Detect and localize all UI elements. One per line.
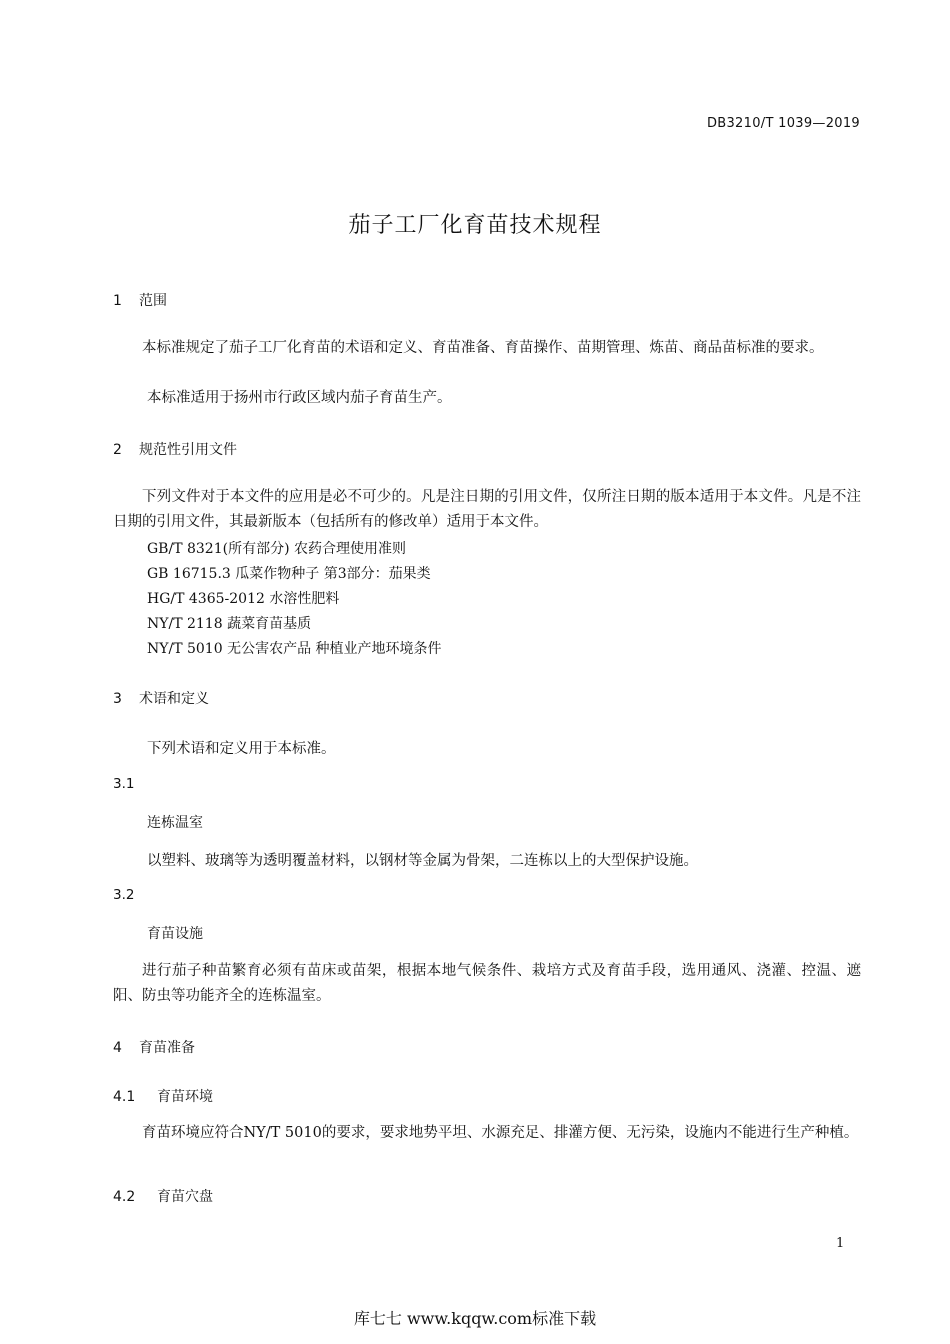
watermark-footer: 库七七 www.kqqw.com标准下载 — [353, 1309, 597, 1328]
term-definition: 以塑料、玻璃等为透明覆盖材料，以钢材等金属为骨架，二连栋以上的大型保护设施。 — [147, 853, 698, 869]
reference-item: GB 16715.3 瓜菜作物种子 第3部分：茄果类 — [147, 566, 431, 582]
section-title: 育苗准备 — [139, 1040, 195, 1056]
section-number: 2 — [113, 442, 122, 458]
document-code: DB3210/T 1039—2019 — [706, 116, 860, 131]
reference-item: GB/T 8321(所有部分) 农药合理使用准则 — [147, 541, 406, 557]
section-1-paragraph-2: 本标准适用于扬州市行政区域内茄子育苗生产。 — [147, 390, 452, 406]
term-definition: 进行茄子种苗繁育必须有苗床或苗架，根据本地气候条件、栽培方式及育苗手段，选用通风、浇灌、控温、遮阳、防虫等功能齐全的连栋温室。 — [113, 963, 861, 1004]
section-3-paragraph-1: 下列术语和定义用于本标准。 — [147, 741, 336, 757]
section-title: 规范性引用文件 — [139, 442, 237, 458]
document-title: 茄子工厂化育苗技术规程 — [348, 213, 602, 238]
subsection-4-1-paragraph: 育苗环境应符合NY/T 5010的要求，要求地势平坦、水源充足、排灌方便、无污染，设施内不能进行生产种植。 — [142, 1125, 859, 1141]
term-name: 育苗设施 — [147, 926, 203, 942]
section-number: 3 — [113, 691, 122, 707]
subsection-4-2-heading — [113, 1186, 213, 1206]
section-title: 术语和定义 — [139, 691, 209, 707]
section-3-heading — [113, 688, 209, 708]
subsection-number: 4.1 — [113, 1089, 136, 1105]
section-4-heading — [113, 1037, 195, 1057]
section-1-paragraph-1: 本标准规定了茄子工厂化育苗的术语和定义、育苗准备、育苗操作、苗期管理、炼苗、商品苗标准的要求。 — [142, 340, 824, 356]
section-2-heading — [113, 439, 237, 459]
section-1-heading — [113, 290, 167, 310]
section-2-paragraph-1: 下列文件对于本文件的应用是必不可少的。凡是注日期的引用文件，仅所注日期的版本适用于本文件。凡是不注日期的引用文件，其最新版本（包括所有的修改单）适用于本文件。 — [113, 489, 861, 530]
section-title: 范围 — [139, 293, 167, 309]
term-number: 3.2 — [113, 887, 135, 903]
section-number: 4 — [113, 1040, 122, 1056]
reference-item: HG/T 4365-2012 水溶性肥料 — [147, 591, 340, 607]
page-number: 1 — [836, 1236, 845, 1251]
term-number: 3.1 — [113, 776, 135, 792]
reference-item: NY/T 2118 蔬菜育苗基质 — [147, 616, 312, 632]
subsection-number: 4.2 — [113, 1189, 136, 1205]
section-number: 1 — [113, 293, 122, 309]
subsection-4-1-heading — [113, 1086, 213, 1106]
term-name: 连栋温室 — [147, 815, 203, 831]
reference-item: NY/T 5010 无公害农产品 种植业产地环境条件 — [147, 641, 442, 657]
subsection-title: 育苗穴盘 — [157, 1189, 213, 1205]
subsection-title: 育苗环境 — [157, 1089, 213, 1105]
